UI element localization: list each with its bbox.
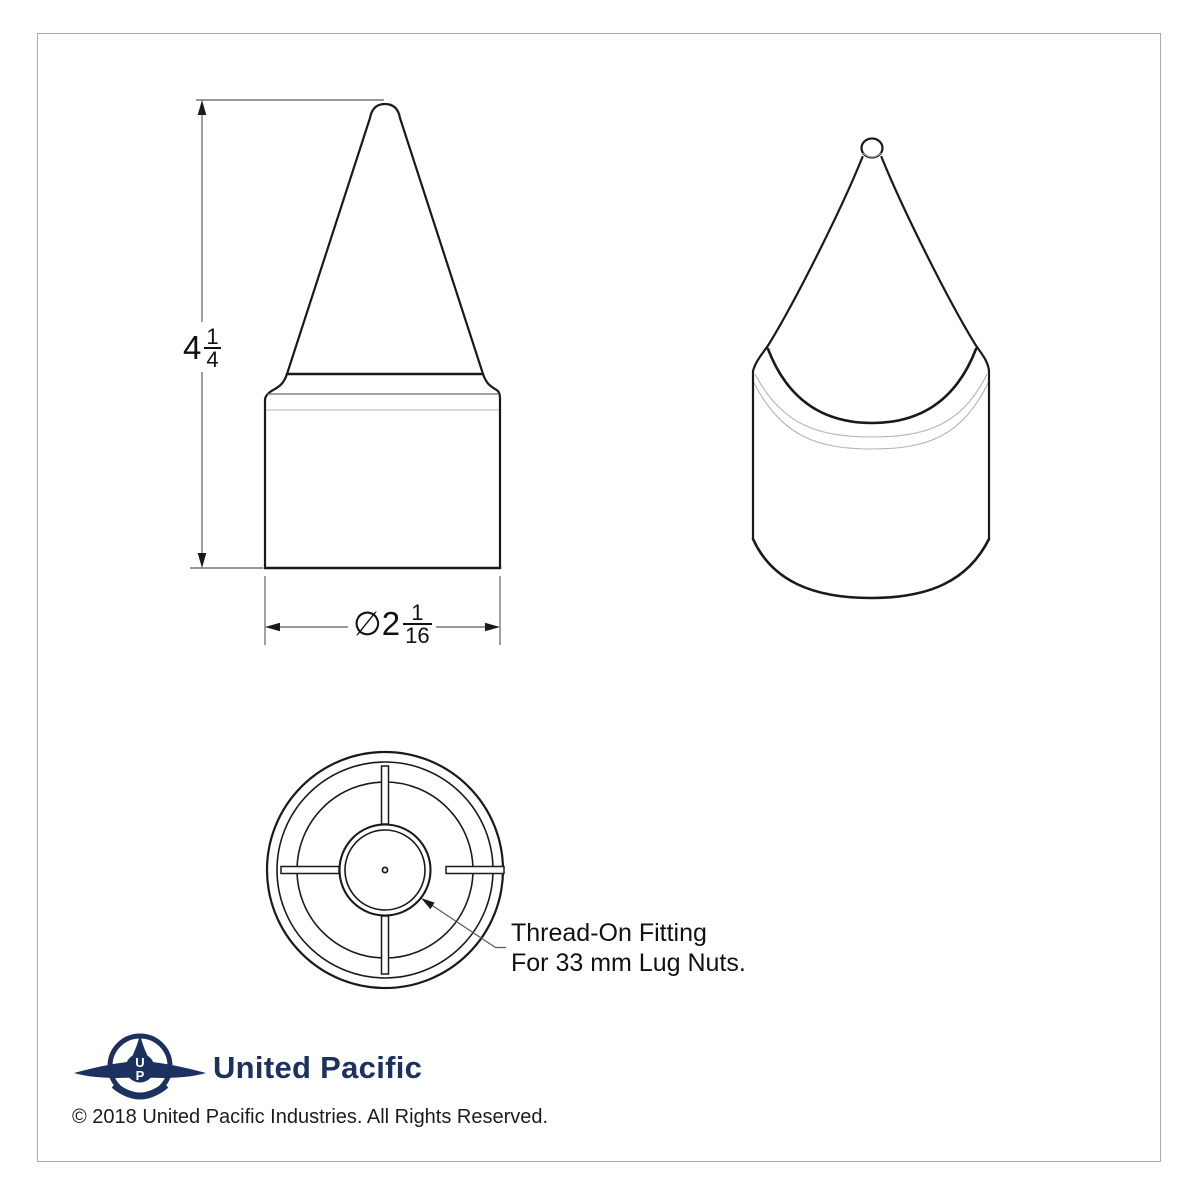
diameter-fraction-denominator: 16 (405, 623, 430, 648)
diameter-symbol: ∅ (353, 605, 382, 642)
united-pacific-logo (68, 1028, 218, 1106)
logo-ring-bottom (114, 1085, 166, 1096)
bottom-view-drawing (267, 752, 504, 988)
diameter-fraction-numerator: 1 (411, 600, 424, 625)
perspective-view-drawing (753, 139, 989, 599)
height-whole: 4 (183, 329, 202, 366)
brand-wordmark: United Pacific (213, 1050, 423, 1085)
logo-monogram-p: P (135, 1068, 145, 1083)
diameter-fraction (403, 602, 431, 646)
diameter-dimension-label (353, 602, 432, 646)
height-dimension-label (183, 326, 221, 370)
copyright-text: © 2018 United Pacific Industries. All Rights Reserved. (72, 1106, 549, 1128)
callout-line-2: For 33 mm Lug Nuts. (511, 949, 746, 977)
thread-fitting-callout (511, 918, 746, 978)
front-view-drawing (265, 104, 500, 568)
callout-leader-arrow (421, 898, 506, 948)
height-fraction (204, 326, 220, 370)
diameter-whole: 2 (381, 605, 401, 642)
height-fraction-numerator: 1 (206, 324, 219, 349)
logo-monogram-u: U (135, 1055, 145, 1070)
united-pacific-logo-icon (68, 1028, 218, 1106)
callout-line-1: Thread-On Fitting (511, 919, 707, 947)
height-fraction-denominator: 4 (206, 347, 219, 372)
